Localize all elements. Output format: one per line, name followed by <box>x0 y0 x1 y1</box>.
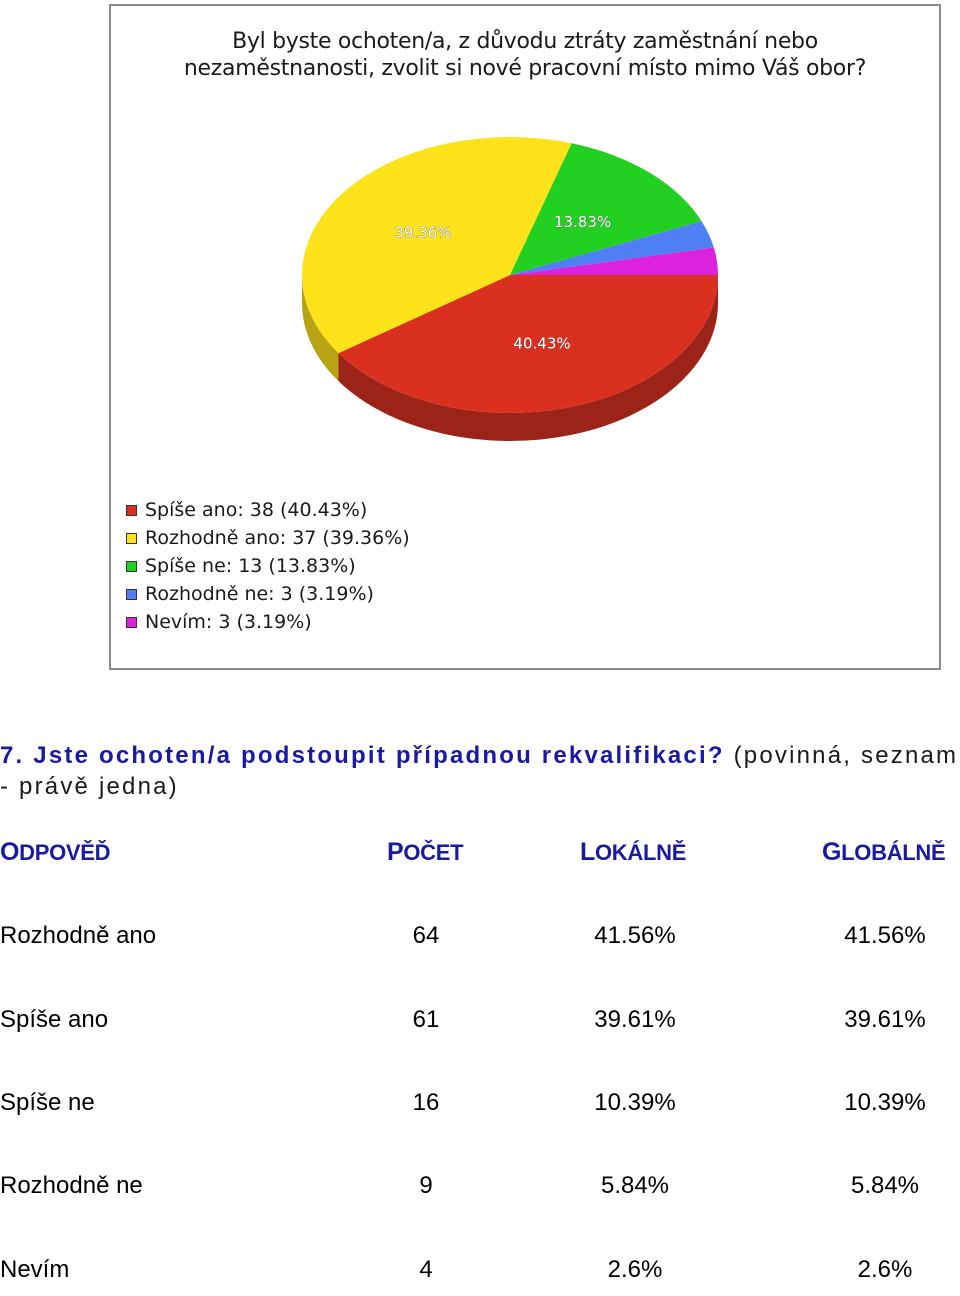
legend-item <box>126 608 410 636</box>
legend-item <box>126 524 410 552</box>
table-row <box>0 1256 960 1296</box>
cell-local: 5.84% <box>600 1172 670 1199</box>
cell-count: 9 <box>419 1172 433 1199</box>
question-text: 7. Jste ochoten/a podstoupit případnou rekvalifikaci? <box>0 742 725 769</box>
legend-swatch <box>126 505 137 516</box>
cell-global: 10.39% <box>844 1089 926 1116</box>
legend-label: Spíše ano: 38 (40.43%) <box>145 499 368 521</box>
cell-global: 5.84% <box>850 1172 920 1199</box>
pie-label-1: 39.36% <box>394 223 452 242</box>
legend-swatch <box>126 617 137 628</box>
cell-answer: Spíše ano <box>0 1006 109 1033</box>
cell-count: 64 <box>412 922 440 949</box>
legend-item <box>126 496 410 524</box>
cell-answer: Spíše ne <box>0 1089 95 1116</box>
chart-title-line-1: Byl byste ochoten/a, z důvodu ztráty zaměstnání nebo <box>232 29 818 54</box>
cell-count: 4 <box>419 1256 433 1283</box>
header-answer: ODPOVĚĎ <box>0 838 111 866</box>
table-row <box>0 922 960 962</box>
chart-legend <box>126 496 410 636</box>
cell-count: 61 <box>412 1006 440 1033</box>
cell-answer: Rozhodně ne <box>0 1172 143 1199</box>
pie-label-2: 13.83% <box>553 212 612 231</box>
table-row <box>0 1006 960 1046</box>
cell-count: 16 <box>412 1089 440 1116</box>
cell-local: 41.56% <box>594 922 676 949</box>
legend-swatch <box>126 533 137 544</box>
cell-global: 41.56% <box>844 922 926 949</box>
cell-local: 2.6% <box>607 1256 663 1283</box>
header-global: GLOBÁLNĚ <box>822 838 946 866</box>
legend-label: Rozhodně ano: 37 (39.36%) <box>145 527 410 549</box>
table-row <box>0 1172 960 1212</box>
legend-label: Rozhodně ne: 3 (3.19%) <box>145 583 374 605</box>
cell-local: 10.39% <box>594 1089 676 1116</box>
cell-global: 39.61% <box>844 1006 926 1033</box>
cell-global: 2.6% <box>857 1256 913 1283</box>
header-local: LOKÁLNĚ <box>580 838 687 866</box>
legend-label: Spíše ne: 13 (13.83%) <box>145 555 356 577</box>
question-7 <box>0 740 960 802</box>
cell-answer: Nevím <box>0 1256 70 1283</box>
legend-item <box>126 552 410 580</box>
legend-swatch <box>126 561 137 572</box>
legend-label: Nevím: 3 (3.19%) <box>145 611 312 633</box>
legend-item <box>126 580 410 608</box>
chart-frame <box>109 4 941 670</box>
cell-answer: Rozhodně ano <box>0 922 157 949</box>
header-count: POČET <box>387 838 464 866</box>
legend-swatch <box>126 589 137 600</box>
question-note: (povinná, seznam - právě jedna) <box>0 742 959 800</box>
chart-title-line-2: nezaměstnanosti, zvolit si nové pracovní místo mimo Váš obor? <box>183 56 867 81</box>
table-row <box>0 1089 960 1129</box>
pie-label-0: 40.43% <box>513 334 571 353</box>
cell-local: 39.61% <box>594 1006 676 1033</box>
